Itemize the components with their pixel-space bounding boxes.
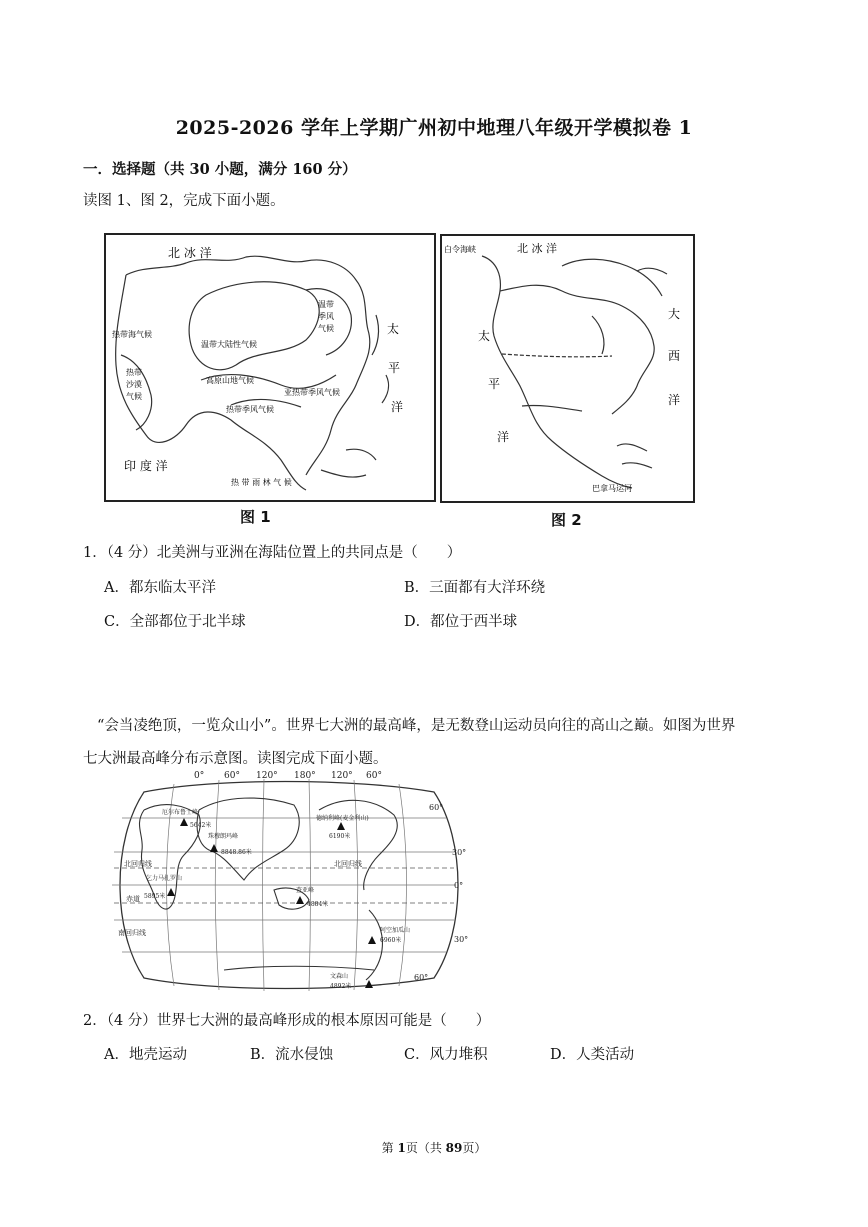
- na-map-drawing: [442, 236, 693, 501]
- asia-label-pacific-3: 洋: [391, 400, 404, 414]
- na-label-atlantic-3: 洋: [668, 393, 681, 407]
- question-2-option-c[interactable]: C．风力堆积: [404, 1047, 488, 1063]
- na-label-pacific-3: 洋: [497, 430, 510, 444]
- peak-name: 珠穆朗玛峰: [208, 833, 239, 840]
- question-2-option-d[interactable]: D．人类活动: [550, 1047, 635, 1063]
- question-1-option-a[interactable]: A．都东临太平洋: [104, 580, 216, 596]
- world-map-drawing: [104, 770, 469, 1000]
- question-2-stem: 2．（4 分）世界七大洲的最高峰形成的根本原因可能是（ ）: [83, 1013, 491, 1029]
- peak-height: 4884米: [307, 901, 329, 908]
- footer-total-pages: 89: [445, 1141, 463, 1155]
- na-label-pacific-1: 太: [478, 329, 491, 343]
- longitude-label: 60°: [224, 771, 240, 781]
- peak-height: 8848.86米: [221, 849, 252, 856]
- peak-height: 6960米: [380, 937, 402, 944]
- peak-height: 6190米: [329, 833, 351, 840]
- footer-suffix: 页）: [462, 1141, 487, 1155]
- peak-marker: [210, 844, 218, 852]
- peak-height: 4892米: [330, 983, 352, 990]
- page-title: 2025-2026 学年上学期广州初中地理八年级开学模拟卷 1: [175, 117, 693, 139]
- footer-page-number: 1: [397, 1141, 406, 1155]
- peak-name: 乞力马扎罗山: [146, 875, 183, 882]
- na-label-bering: 白令海峡: [444, 245, 476, 254]
- line-label: 赤道: [126, 895, 140, 903]
- peak-marker: [368, 936, 376, 944]
- latitude-label: 60°: [414, 973, 429, 982]
- question-1-option-c[interactable]: C．全部都位于北半球: [104, 614, 246, 630]
- longitude-label: 60°: [366, 771, 382, 781]
- asia-label-pacific-1: 太: [387, 322, 400, 336]
- peak-name: 阿空加瓜山: [380, 927, 411, 934]
- asia-label-temp-monsoon-2: 季风: [318, 312, 334, 321]
- peak-marker: [365, 980, 373, 988]
- world-peaks-map: [104, 770, 469, 1000]
- line-label: 北回归线: [124, 860, 152, 868]
- asia-label-mediterranean: 热带海气候: [112, 330, 152, 339]
- peak-name: 德纳利峰(麦金利山): [316, 815, 369, 822]
- footer-middle: 页（共: [405, 1141, 446, 1155]
- section-heading: 一．选择题（共 30 小题，满分 160 分）: [83, 161, 357, 178]
- peak-name: 文森山: [330, 973, 349, 980]
- asia-label-tropical-monsoon: 热带季风气候: [226, 405, 274, 414]
- figure-1-caption: 图 1: [240, 508, 271, 526]
- longitude-label: 120°: [256, 771, 278, 781]
- question-1-stem: 1．（4 分）北美洲与亚洲在海陆位置上的共同点是（ ）: [83, 545, 462, 561]
- longitude-label: 0°: [194, 771, 205, 781]
- longitude-label: 120°: [331, 771, 353, 781]
- na-label-pacific-2: 平: [488, 377, 501, 391]
- footer-prefix: 第: [381, 1141, 398, 1155]
- intro-2-line-2: 七大洲最高峰分布示意图。读图完成下面小题。: [83, 751, 388, 767]
- latitude-label: 60°: [429, 803, 444, 812]
- peak-marker: [337, 822, 345, 830]
- na-label-atlantic-1: 大: [668, 307, 681, 321]
- question-1-option-d[interactable]: D．都位于西半球: [404, 614, 518, 630]
- latitude-label: 30°: [454, 935, 469, 944]
- intro-text: 读图 1、图 2，完成下面小题。: [83, 193, 285, 209]
- asia-label-temp-continental: 温带大陆性气候: [201, 340, 257, 349]
- peak-height: 5895米: [144, 893, 166, 900]
- peak-marker: [180, 818, 188, 826]
- latitude-label: 30°: [452, 848, 467, 857]
- na-label-atlantic-2: 西: [668, 349, 681, 363]
- page-footer: [0, 1139, 868, 1156]
- intro-2-line-1: “会当凌绝顶，一览众山小”。世界七大洲的最高峰，是无数登山运动员向往的高山之巅。如图为世界: [97, 718, 736, 734]
- question-2-option-a[interactable]: A．地壳运动: [104, 1047, 187, 1063]
- asia-label-subtropical: 亚热带季风气候: [284, 388, 340, 397]
- north-america-map: [440, 234, 695, 503]
- line-label: 北回归线: [334, 860, 362, 868]
- peak-marker: [296, 896, 304, 904]
- asia-label-pacific-2: 平: [388, 361, 401, 375]
- peak-height: 5642米: [190, 822, 212, 829]
- asia-climate-map: [104, 233, 436, 502]
- asia-label-highland: 高原山地气候: [206, 376, 254, 385]
- longitude-labels: [194, 771, 382, 781]
- line-label: 南回归线: [118, 929, 146, 937]
- peak-name: 查亚峰: [296, 887, 315, 894]
- asia-label-temp-monsoon-3: 气候: [318, 324, 334, 333]
- peak-name: 厄尔布鲁士峰: [162, 809, 199, 816]
- asia-label-desert-1: 热带: [126, 368, 142, 377]
- asia-label-desert-3: 气候: [126, 392, 142, 401]
- latitude-label: 0°: [454, 881, 464, 890]
- question-1-option-b[interactable]: B．三面都有大洋环绕: [404, 580, 546, 596]
- asia-label-temp-monsoon-1: 温带: [318, 300, 334, 309]
- question-2-option-b[interactable]: B．流水侵蚀: [250, 1047, 334, 1063]
- na-label-arctic: 北 冰 洋: [517, 242, 557, 255]
- asia-label-rainforest: 热 带 雨 林 气 候: [231, 478, 292, 487]
- asia-map-drawing: [106, 235, 434, 500]
- asia-label-indian: 印 度 洋: [124, 459, 168, 473]
- asia-label-arctic: 北 冰 洋: [168, 246, 212, 260]
- asia-label-desert-2: 沙漠: [126, 380, 142, 389]
- longitude-label: 180°: [294, 771, 316, 781]
- peak-marker: [167, 888, 175, 896]
- na-label-panama: 巴拿马运河: [592, 484, 632, 493]
- figure-2-caption: 图 2: [551, 511, 582, 529]
